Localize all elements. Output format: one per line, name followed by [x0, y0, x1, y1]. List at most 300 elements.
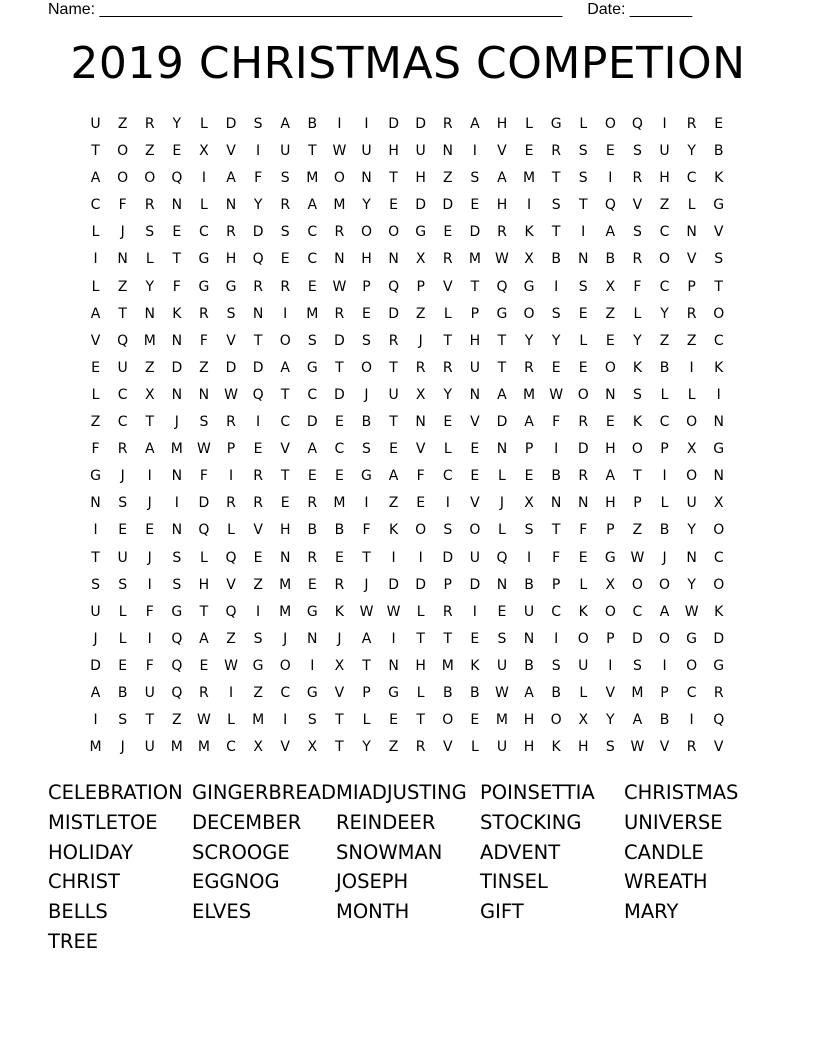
- grid-letter: E: [118, 522, 128, 539]
- grid-letter: X: [199, 143, 209, 160]
- grid-letter: X: [605, 278, 616, 295]
- grid-letter: H: [388, 143, 399, 160]
- grid-letter: D: [198, 495, 210, 512]
- grid-letter: S: [118, 495, 128, 512]
- grid-letter: V: [470, 414, 480, 431]
- grid-letter: D: [415, 116, 427, 132]
- grid-letter: S: [307, 332, 317, 349]
- grid-letter: S: [632, 657, 642, 674]
- grid-letter: B: [551, 468, 561, 485]
- grid-letter: U: [144, 739, 155, 756]
- grid-letter: L: [227, 712, 235, 729]
- grid-letter: W: [495, 684, 509, 701]
- grid-letter: G: [361, 468, 372, 485]
- word-list-item: DECEMBER: [192, 810, 302, 834]
- word-list-item: TINSEL: [480, 870, 548, 894]
- grid-letter: E: [524, 468, 534, 485]
- word-list-item: CELEBRATION: [48, 781, 183, 804]
- grid-letter: W: [630, 739, 645, 756]
- grid-letter: L: [470, 739, 479, 756]
- grid-letter: N: [334, 251, 345, 268]
- grid-letter: V: [334, 684, 345, 701]
- grid-row: [82, 222, 732, 249]
- grid-letter: E: [551, 359, 561, 376]
- grid-letter: D: [442, 197, 454, 214]
- grid-letter: P: [551, 576, 561, 593]
- grid-letter: N: [144, 305, 155, 322]
- grid-letter: U: [469, 359, 480, 376]
- grid-letter: T: [280, 386, 290, 403]
- grid-letter: I: [445, 495, 450, 512]
- grid-letter: I: [581, 224, 586, 241]
- grid-letter: N: [550, 495, 562, 512]
- grid-letter: V: [226, 332, 236, 349]
- grid-letter: D: [334, 386, 345, 403]
- grid-letter: F: [552, 414, 561, 431]
- grid-letter: D: [225, 359, 237, 376]
- grid-letter: M: [306, 305, 319, 322]
- header: [48, 0, 748, 20]
- grid-letter: K: [578, 603, 588, 620]
- grid-letter: C: [280, 414, 291, 431]
- word-list-item: CHRIST: [48, 870, 120, 894]
- grid-letter: Q: [171, 657, 183, 674]
- grid-letter: N: [713, 414, 724, 431]
- grid-letter: B: [307, 522, 318, 539]
- grid-letter: O: [360, 359, 372, 376]
- grid-letter: B: [334, 522, 345, 539]
- grid-letter: R: [578, 468, 589, 485]
- grid-letter: D: [713, 630, 725, 647]
- grid-letter: A: [90, 170, 101, 187]
- grid-letter: R: [144, 197, 155, 214]
- grid-letter: G: [171, 603, 183, 620]
- grid-letter: E: [334, 414, 344, 431]
- grid-letter: D: [306, 414, 318, 431]
- grid-letter: P: [687, 278, 696, 295]
- grid-letter: W: [332, 143, 347, 160]
- grid-letter: Q: [604, 197, 616, 214]
- grid-letter: E: [172, 224, 182, 241]
- grid-letter: N: [279, 549, 291, 566]
- grid-letter: L: [525, 116, 533, 132]
- grid-letter: P: [660, 684, 669, 701]
- grid-letter: T: [145, 712, 155, 729]
- grid-letter: A: [361, 630, 372, 647]
- grid-letter: I: [147, 576, 152, 593]
- grid-letter: E: [389, 197, 398, 214]
- grid-letter: F: [199, 468, 208, 485]
- grid-letter: Y: [362, 197, 371, 214]
- grid-letter: N: [496, 441, 508, 458]
- grid-letter: O: [686, 414, 698, 431]
- grid-letter: R: [442, 603, 453, 620]
- grid-letter: C: [199, 224, 209, 241]
- grid-letter: B: [713, 143, 724, 160]
- grid-letter: Z: [253, 576, 263, 593]
- grid-letter: W: [224, 386, 238, 403]
- grid-letter: T: [389, 414, 398, 431]
- grid-letter: M: [170, 441, 183, 458]
- grid-letter: F: [416, 468, 425, 485]
- grid-letter: Y: [551, 332, 561, 349]
- grid-letter: R: [253, 495, 263, 512]
- grid-letter: W: [224, 657, 238, 674]
- grid-letter: R: [388, 332, 399, 349]
- grid-letter: Z: [659, 332, 670, 349]
- word-list-item: UNIVERSE: [624, 810, 723, 834]
- grid-letter: L: [498, 522, 506, 539]
- grid-letter: B: [605, 251, 616, 268]
- grid-letter: S: [280, 224, 290, 241]
- grid-letter: T: [145, 414, 155, 431]
- grid-letter: H: [198, 576, 210, 593]
- grid-letter: L: [687, 197, 696, 214]
- grid-letter: N: [171, 522, 183, 539]
- grid-letter: J: [120, 224, 125, 241]
- grid-letter: Z: [253, 684, 263, 701]
- grid-letter: L: [91, 386, 100, 403]
- grid-letter: L: [118, 630, 127, 647]
- grid-letter: O: [279, 332, 291, 349]
- grid-letter: H: [279, 522, 291, 539]
- grid-letter: N: [686, 224, 697, 241]
- grid-letter: R: [686, 739, 697, 756]
- grid-letter: G: [496, 305, 508, 322]
- grid-letter: C: [713, 549, 724, 566]
- grid-letter: M: [631, 684, 644, 701]
- grid-letter: Q: [496, 549, 508, 566]
- grid-letter: T: [578, 197, 588, 214]
- grid-letter: V: [713, 739, 724, 756]
- word-list-item: ELVES: [192, 900, 252, 924]
- grid-letter: G: [415, 224, 427, 241]
- grid-letter: N: [225, 197, 237, 214]
- grid-letter: R: [334, 305, 345, 322]
- grid-letter: A: [470, 116, 480, 132]
- grid-letter: S: [280, 170, 290, 187]
- grid-letter: E: [91, 359, 100, 376]
- word-list-item: WREATH: [624, 870, 708, 894]
- grid-letter: Y: [606, 712, 615, 729]
- grid-letter: T: [443, 332, 453, 349]
- grid-letter: Z: [388, 739, 399, 756]
- grid-letter: I: [608, 170, 613, 187]
- grid-letter: J: [147, 495, 152, 512]
- grid-letter: R: [442, 251, 453, 268]
- grid-letter: S: [253, 630, 263, 647]
- grid-letter: T: [551, 522, 561, 539]
- grid-letter: E: [470, 630, 480, 647]
- grid-row: [82, 575, 732, 602]
- grid-letter: O: [631, 441, 643, 458]
- grid-letter: C: [90, 197, 101, 214]
- grid-letter: I: [526, 549, 532, 566]
- grid-letter: B: [442, 684, 453, 701]
- grid-letter: Y: [524, 332, 534, 349]
- grid-letter: N: [90, 495, 101, 512]
- grid-letter: N: [713, 468, 724, 485]
- grid-letter: D: [252, 224, 264, 241]
- grid-letter: J: [662, 549, 667, 566]
- grid-letter: Y: [443, 386, 453, 403]
- grid-letter: O: [713, 305, 725, 322]
- grid-letter: A: [307, 441, 318, 458]
- grid-letter: I: [228, 684, 234, 701]
- grid-letter: M: [170, 739, 183, 756]
- grid-letter: T: [118, 305, 127, 322]
- grid-letter: V: [280, 441, 290, 458]
- grid-row: [82, 358, 732, 385]
- grid-letter: S: [524, 522, 534, 539]
- grid-letter: C: [551, 603, 562, 620]
- grid-letter: R: [632, 251, 643, 268]
- grid-letter: O: [631, 576, 643, 593]
- grid-letter: F: [552, 549, 561, 566]
- grid-letter: N: [171, 468, 183, 485]
- grid-letter: E: [605, 143, 615, 160]
- grid-letter: U: [659, 143, 670, 160]
- grid-letter: A: [605, 224, 616, 241]
- grid-letter: E: [470, 468, 480, 485]
- grid-letter: M: [468, 251, 481, 268]
- grid-letter: L: [579, 684, 588, 701]
- grid-letter: U: [388, 386, 399, 403]
- grid-letter: P: [362, 684, 371, 701]
- word-list-item: REINDEER: [336, 810, 436, 834]
- grid-letter: O: [604, 603, 616, 620]
- grid-letter: L: [579, 332, 588, 349]
- grid-letter: Z: [442, 170, 453, 187]
- grid-letter: P: [606, 522, 615, 539]
- grid-letter: Q: [171, 170, 183, 187]
- grid-letter: C: [334, 441, 345, 458]
- word-list-item: SNOWMAN: [336, 840, 443, 864]
- grid-letter: M: [495, 712, 508, 729]
- grid-letter: C: [226, 739, 236, 756]
- word-list-item: JOSEPH: [336, 870, 409, 894]
- grid-letter: A: [524, 684, 534, 701]
- grid-letter: W: [197, 712, 211, 729]
- grid-letter: G: [306, 603, 318, 620]
- grid-letter: E: [334, 549, 344, 566]
- grid-letter: E: [389, 712, 398, 729]
- grid-letter: E: [253, 549, 263, 566]
- grid-letter: L: [91, 278, 100, 295]
- grid-letter: S: [714, 251, 724, 268]
- grid-letter: P: [443, 576, 452, 593]
- grid-letter: C: [307, 224, 318, 241]
- grid-letter: R: [578, 414, 589, 431]
- grid-letter: D: [469, 576, 481, 593]
- grid-letter: S: [632, 143, 642, 160]
- grid-letter: I: [310, 657, 315, 674]
- grid-letter: Z: [226, 630, 236, 647]
- grid-letter: R: [144, 116, 155, 132]
- grid-letter: N: [388, 657, 399, 674]
- grid-letter: I: [174, 495, 179, 512]
- grid-letter: H: [225, 251, 237, 268]
- grid-letter: I: [93, 712, 98, 729]
- grid-letter: M: [279, 603, 292, 620]
- word-list-item: POINSETTIA: [480, 781, 595, 804]
- grid-letter: E: [334, 468, 344, 485]
- grid-letter: N: [686, 549, 697, 566]
- grid-letter: G: [225, 278, 237, 295]
- grid-letter: T: [91, 143, 100, 160]
- grid-letter: H: [523, 739, 535, 756]
- grid-letter: Q: [252, 386, 264, 403]
- grid-letter: A: [524, 414, 534, 431]
- grid-letter: B: [361, 414, 372, 431]
- grid-letter: L: [579, 576, 588, 593]
- grid-letter: M: [279, 576, 292, 593]
- grid-letter: L: [579, 116, 588, 132]
- grid-letter: U: [90, 603, 101, 620]
- grid-letter: L: [118, 603, 127, 620]
- grid-letter: X: [686, 441, 697, 458]
- grid-letter: Z: [144, 359, 155, 376]
- grid-letter: X: [524, 495, 534, 512]
- grid-letter: Q: [252, 251, 264, 268]
- grid-row: [82, 466, 732, 493]
- grid-letter: L: [633, 305, 642, 322]
- grid-letter: P: [660, 441, 669, 458]
- grid-letter: R: [524, 359, 534, 376]
- grid-letter: Y: [145, 278, 155, 295]
- grid-letter: I: [93, 522, 98, 539]
- grid-letter: E: [714, 116, 724, 132]
- grid-letter: Z: [199, 359, 209, 376]
- grid-letter: K: [632, 359, 643, 376]
- word-list-item: EGGNOG: [192, 870, 280, 894]
- grid-letter: K: [551, 739, 561, 756]
- grid-letter: G: [198, 251, 210, 268]
- grid-letter: E: [443, 224, 453, 241]
- grid-letter: I: [283, 712, 288, 729]
- grid-letter: L: [362, 712, 371, 729]
- grid-letter: T: [335, 739, 344, 756]
- grid-letter: L: [416, 603, 425, 620]
- grid-letter: S: [172, 576, 182, 593]
- grid-letter: L: [443, 441, 452, 458]
- grid-letter: N: [496, 576, 508, 593]
- grid-letter: A: [388, 468, 399, 485]
- grid-letter: T: [470, 278, 480, 295]
- grid-letter: I: [391, 630, 396, 647]
- grid-letter: O: [144, 170, 156, 187]
- grid-letter: O: [360, 224, 372, 241]
- page-title: 2019 CHRISTMAS COMPETION: [70, 38, 746, 89]
- grid-letter: O: [117, 170, 129, 187]
- grid-letter: Z: [117, 278, 128, 295]
- grid-letter: C: [686, 170, 697, 187]
- grid-letter: M: [333, 197, 346, 214]
- grid-letter: I: [608, 657, 613, 674]
- date-field-label: Date: _______: [587, 1, 693, 18]
- grid-letter: V: [442, 278, 453, 295]
- grid-letter: U: [496, 657, 508, 674]
- grid-letter: S: [470, 170, 480, 187]
- grid-letter: M: [252, 712, 265, 729]
- grid-letter: R: [253, 468, 263, 485]
- grid-letter: R: [442, 359, 453, 376]
- grid-letter: R: [199, 305, 209, 322]
- grid-letter: Y: [253, 197, 263, 214]
- grid-letter: X: [713, 495, 724, 512]
- grid-letter: O: [117, 143, 129, 160]
- grid-letter: G: [306, 684, 318, 701]
- grid-letter: R: [497, 224, 507, 241]
- grid-letter: T: [497, 359, 507, 376]
- grid-letter: R: [226, 224, 236, 241]
- word-list-item: HOLIDAY: [48, 840, 134, 864]
- grid-letter: U: [686, 495, 697, 512]
- grid-row: [82, 195, 732, 222]
- grid-letter: I: [472, 143, 477, 160]
- grid-letter: C: [659, 224, 670, 241]
- grid-letter: A: [90, 305, 101, 322]
- grid-letter: B: [659, 359, 670, 376]
- grid-letter: A: [632, 712, 643, 729]
- grid-letter: O: [523, 305, 535, 322]
- grid-letter: R: [307, 549, 318, 566]
- grid-letter: Q: [198, 522, 210, 539]
- grid-letter: V: [686, 251, 697, 268]
- word-list-item: TREE: [48, 929, 99, 953]
- grid-letter: B: [551, 684, 561, 701]
- grid-letter: I: [662, 657, 667, 674]
- grid-letter: A: [280, 116, 290, 132]
- grid-letter: R: [253, 278, 263, 295]
- grid-letter: R: [686, 305, 697, 322]
- grid-letter: E: [443, 414, 453, 431]
- grid-letter: B: [659, 712, 670, 729]
- grid-letter: O: [577, 630, 589, 647]
- grid-letter: A: [605, 468, 616, 485]
- grid-letter: R: [280, 197, 291, 214]
- grid-letter: I: [662, 468, 667, 485]
- grid-letter: N: [171, 332, 183, 349]
- grid-letter: C: [632, 603, 643, 620]
- grid-letter: Y: [633, 332, 642, 349]
- grid-letter: U: [523, 603, 535, 620]
- grid-letter: R: [226, 495, 236, 512]
- grid-letter: N: [469, 386, 481, 403]
- grid-letter: K: [172, 305, 182, 322]
- grid-letter: I: [391, 549, 396, 566]
- grid-letter: A: [307, 197, 318, 214]
- grid-letter: D: [388, 116, 399, 132]
- grid-letter: G: [713, 441, 725, 458]
- grid-letter: U: [469, 549, 480, 566]
- grid-letter: U: [280, 143, 291, 160]
- grid-letter: F: [91, 441, 100, 458]
- grid-letter: E: [307, 468, 317, 485]
- grid-letter: K: [524, 224, 534, 241]
- grid-letter: A: [90, 684, 101, 701]
- grid-letter: P: [470, 305, 480, 322]
- grid-letter: T: [389, 359, 398, 376]
- grid-letter: G: [550, 116, 562, 132]
- grid-letter: Y: [687, 576, 696, 593]
- grid-letter: Z: [605, 305, 616, 322]
- grid-letter: U: [496, 739, 508, 756]
- grid-letter: T: [551, 170, 561, 187]
- grid-letter: V: [713, 224, 724, 241]
- grid-letter: Y: [362, 739, 371, 756]
- grid-letter: W: [359, 603, 374, 620]
